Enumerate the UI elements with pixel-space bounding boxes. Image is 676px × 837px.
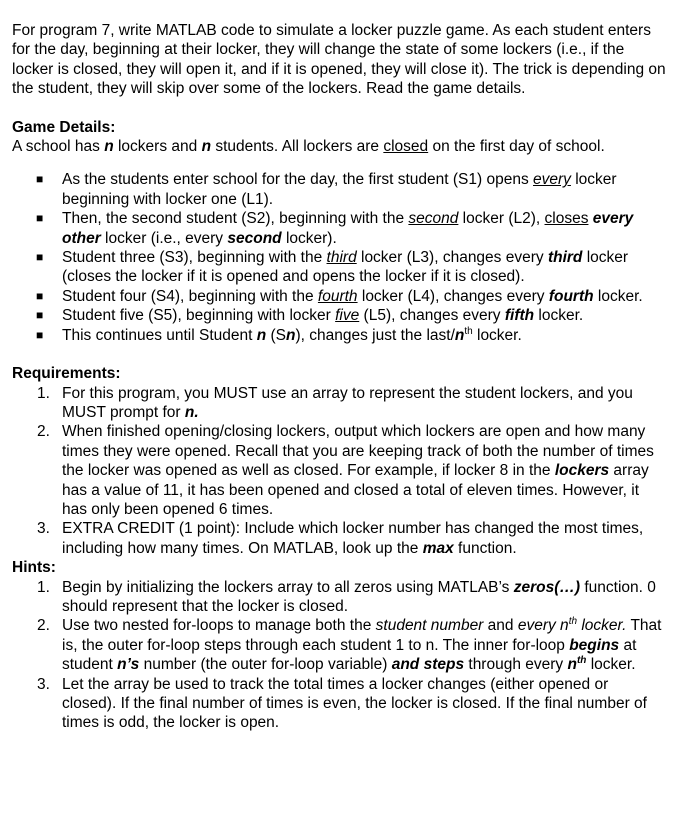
text-run: function. — [453, 539, 517, 557]
text-run: Begin by initializing the lockers array to all zeros using MATLAB’s — [62, 578, 514, 596]
text-run: and steps — [391, 656, 465, 674]
item-number: 3. — [37, 675, 50, 693]
game-details-heading: Game Details: — [12, 118, 116, 136]
text-run: When finished opening/closing lockers, output which lockers are open and how many times they were opened. Recall that you are keeping track of both the number of times the locker was opened as well as closed. For example, if locker 8 in the — [62, 423, 654, 480]
text-run: locker. — [581, 617, 627, 635]
hint-item — [12, 616, 666, 674]
item-number: 2. — [37, 423, 50, 441]
bullet-square-icon: ■ — [36, 288, 44, 303]
bullet-item — [12, 326, 666, 345]
bullet-text — [62, 171, 617, 207]
bullet-text — [62, 288, 643, 305]
requirement-item — [12, 519, 666, 558]
text-run: locker (L4), changes every — [357, 287, 549, 305]
bullet-item — [12, 248, 666, 287]
item-number: 3. — [37, 520, 50, 538]
text-run: locker beginning with locker one (L1). — [62, 171, 617, 208]
bullet-square-icon: ■ — [36, 327, 44, 342]
text-run: n — [454, 326, 465, 344]
text-run: locker (L2), — [458, 210, 545, 228]
intro-paragraph: For program 7, write MATLAB code to simulate a locker puzzle game. As each student enters for the day, beginning at their locker, they will change the state of some lockers (i.e., if the locker is closed, they will open it, and if it is opened, they will close it). The trick is depending on the student, they will skip over some of the lockers. Read the game details. — [12, 22, 666, 98]
text-run: locker. — [593, 287, 643, 305]
text-run: and — [483, 617, 518, 635]
text-run: Student five (S5), beginning with locker — [62, 307, 336, 325]
text-run: locker (closes the locker if it is opened and opens the locker if it is closed). — [62, 249, 629, 286]
bullet-text — [62, 327, 522, 344]
bullet-square-icon: ■ — [36, 211, 44, 226]
text-run: locker (i.e., every — [100, 229, 228, 247]
item-text — [62, 385, 633, 421]
text-run: fourth — [548, 287, 594, 305]
text-run: As the students enter school for the day, the first student (S1) opens — [62, 171, 534, 189]
text-run: third — [326, 249, 357, 267]
text-run: locker. — [586, 656, 636, 674]
text-run: zeros(…) — [513, 578, 581, 596]
text-run: n — [104, 138, 114, 156]
text-run: locker. — [472, 326, 522, 344]
text-run: every other — [62, 210, 634, 247]
text-run: n’s — [117, 656, 140, 674]
text-run: closed — [383, 138, 429, 156]
text-run: function. 0 should represent that the locker is closed. — [62, 578, 656, 615]
text-run: For this program, you MUST use an array to represent the student lockers, and you MUST prompt for — [62, 384, 633, 421]
text-run: students. All lockers are — [211, 138, 384, 156]
text-run: Student three (S3), beginning with the — [62, 249, 327, 267]
bullet-item — [12, 287, 666, 306]
hint-item — [12, 675, 666, 733]
bullet-square-icon: ■ — [36, 308, 44, 323]
item-text — [62, 579, 656, 615]
item-text — [62, 423, 654, 518]
text-run: n — [201, 138, 212, 156]
text-run: closes — [544, 210, 589, 228]
text-run: (S — [266, 326, 287, 344]
requirement-item — [12, 384, 666, 423]
requirements-list — [12, 384, 666, 559]
text-run: fifth — [504, 307, 535, 325]
text-run: number (the outer for-loop variable) — [139, 656, 392, 674]
bullet-text — [62, 210, 633, 246]
text-run: locker). — [281, 229, 337, 247]
text-run: n. — [184, 403, 199, 421]
bullet-item — [12, 306, 666, 325]
item-number: 1. — [37, 384, 50, 402]
text-run: fourth — [317, 287, 358, 305]
text-run: lockers and — [113, 138, 202, 156]
text-run: ), changes just the last/ — [295, 326, 455, 344]
text-run: (L5), changes every — [359, 307, 505, 325]
text-run: th — [464, 325, 473, 337]
game-details-line — [12, 137, 666, 156]
text-run: Student four (S4), beginning with the — [62, 287, 318, 305]
text-run: EXTRA CREDIT (1 point): Include which locker number has changed the most times, including how many times. On MATLAB, look up the — [62, 520, 644, 557]
text-run: max — [422, 539, 454, 557]
item-number: 2. — [37, 617, 50, 635]
bullet-text — [62, 307, 583, 324]
text-run: Let the array be used to track the total times a locker changes (either opened or closed). If the final number of times is even, the locker is closed. If the final number of times is odd, the locker is open. — [62, 675, 647, 732]
text-run: Then, the second student (S2), beginning with the — [62, 210, 409, 228]
item-text — [62, 617, 661, 673]
text-run: second — [408, 210, 459, 228]
text-run: second — [227, 229, 282, 247]
text-run: locker (L3), changes every — [356, 249, 548, 267]
text-run: five — [335, 307, 360, 325]
text-run: begins — [569, 636, 620, 654]
hints-list — [12, 578, 666, 733]
text-run: A school has — [12, 138, 105, 156]
hint-item — [12, 578, 666, 617]
requirements-heading: Requirements: — [12, 365, 121, 383]
text-run: through every — [464, 656, 568, 674]
text-run: This continues until Student — [62, 326, 257, 344]
bullet-text — [62, 249, 628, 285]
text-run: third — [547, 249, 583, 267]
text-run: locker. — [534, 307, 584, 325]
hints-heading: Hints: — [12, 559, 56, 577]
requirement-item — [12, 422, 666, 519]
text-run: every n — [517, 617, 569, 635]
item-number: 1. — [37, 578, 50, 596]
text-run: lockers — [554, 462, 610, 480]
text-run: array has a value of 11, it has been opened and closed a total of eleven times. However, it has only been opened 6 times. — [62, 462, 649, 518]
bullet-square-icon: ■ — [36, 172, 44, 187]
text-run: student number — [375, 617, 484, 635]
text-run: n — [256, 326, 267, 344]
text-run: th — [576, 655, 587, 667]
item-text — [62, 676, 647, 732]
item-text — [62, 520, 643, 556]
text-run: on the first day of school. — [428, 138, 605, 156]
text-run: Use two nested for-loops to manage both the — [62, 617, 376, 635]
game-details-bullet-list — [12, 170, 666, 345]
text-run: That is, the outer for-loop steps through each student 1 to n. The inner for-loop — [62, 617, 662, 654]
bullet-item — [12, 170, 666, 209]
text-run: th — [568, 616, 578, 628]
text-run: every — [533, 171, 571, 189]
text-run: n — [286, 326, 296, 344]
text-run: n — [567, 656, 577, 674]
bullet-square-icon: ■ — [36, 250, 44, 265]
text-run: at student — [62, 636, 637, 674]
bullet-item — [12, 209, 666, 248]
